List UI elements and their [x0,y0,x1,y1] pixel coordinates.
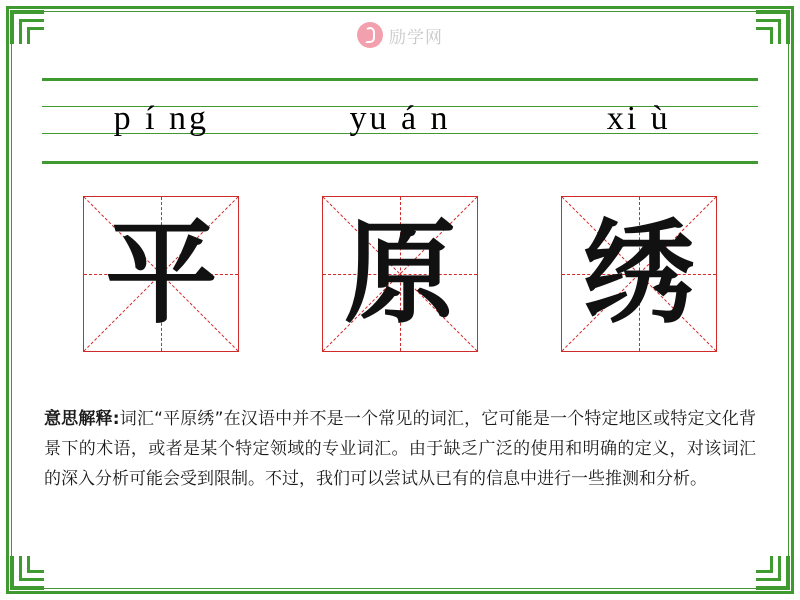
corner-ornament-top-right-icon [756,10,790,44]
corner-ornament-top-left-icon [10,10,44,44]
character-box-2 [322,196,478,352]
corner-ornament-bottom-left-icon [10,556,44,590]
pinyin-staff [42,78,758,164]
character-glyph-3: 绣 [582,209,695,339]
character-glyph-2: 原 [343,209,456,339]
pinyin-row [42,78,758,164]
character-glyph-1: 平 [105,209,218,339]
pinyin-syllable-1: p í ng [113,100,210,137]
explanation-text: 词汇“平原绣”在汉语中并不是一个常见的词汇，它可能是一个特定地区或特定文化背景下的术语，或者是某个特定领域的专业词汇。由于缺乏广泛的使用和明确的定义，对该词汇的深入分析可能会受到限制。不过，我们可以尝试从已有的信息中进行一些推测和分析。 [44,409,756,489]
pinyin-syllable-2: yu á n [349,100,451,137]
site-name-label: 励学网 [389,27,443,47]
corner-ornament-bottom-right-icon [756,556,790,590]
swirl-logo-icon [357,22,383,48]
character-box-3 [561,196,717,352]
explanation-label: 意思解释: [44,409,120,429]
explanation-paragraph [44,404,756,494]
site-logo [357,22,443,48]
pinyin-syllable-3: xi ù [606,100,671,137]
character-grid-row [42,196,758,362]
character-box-1 [83,196,239,352]
